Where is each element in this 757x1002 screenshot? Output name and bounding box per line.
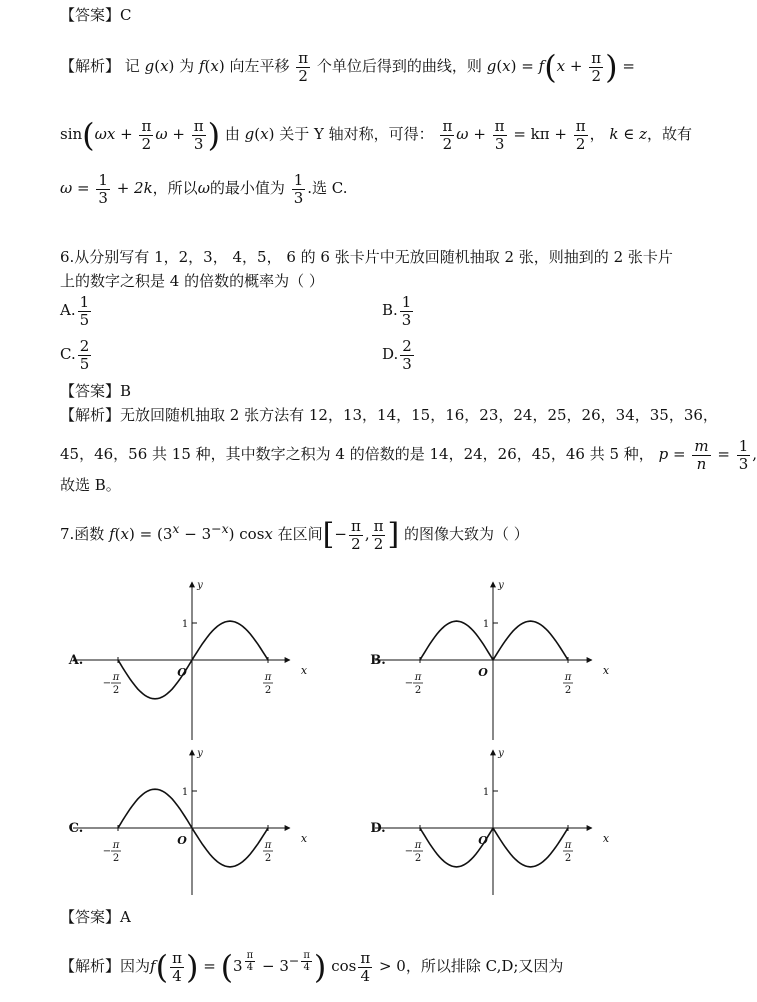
den: 3: [293, 188, 304, 207]
fraction: [440, 118, 454, 152]
den: 4: [360, 966, 371, 985]
fraction: [96, 172, 110, 206]
num: π: [373, 517, 384, 535]
den: 2: [442, 134, 453, 153]
base: 3: [279, 957, 289, 975]
num: 2: [402, 337, 412, 355]
q6-option-c: [60, 338, 93, 372]
q7-question: 7.函数 $f(x) = (3^x - 3^{-x})$ cosx 在区间[− $\frac{\pi}{2}$ , $\frac{\pi}{2}$ ] 的图像大致为（ ）: [60, 517, 529, 553]
analysis-label: 【解析】: [60, 406, 121, 424]
eq: =: [521, 57, 534, 75]
num: 1: [98, 171, 108, 189]
text: ，故有: [647, 125, 693, 143]
den: 2: [351, 534, 361, 553]
x-axis-label: x: [300, 832, 308, 845]
num: π: [591, 49, 602, 67]
neg-half-pi-label: [405, 840, 423, 864]
fraction: [493, 118, 507, 152]
base: 3: [162, 525, 173, 543]
num: π: [246, 950, 254, 961]
plus: +: [569, 57, 583, 75]
tick-pi: π: [564, 840, 572, 851]
option-label: A.: [60, 301, 76, 319]
fraction: [192, 118, 206, 152]
den: 2: [373, 534, 384, 553]
var-x: x: [210, 57, 219, 75]
text: 为: [179, 57, 195, 75]
exp: −x: [211, 521, 229, 536]
num: 1: [79, 293, 90, 311]
q6-analysis-line-2: [60, 438, 757, 472]
num: π: [193, 117, 204, 135]
eq: =: [622, 57, 635, 75]
gt-zero: > 0: [378, 957, 406, 975]
var-x: x: [556, 57, 566, 75]
analysis-line-1: 【解析】 记 g(x) 为 f(x) 向左平移 $\frac{\pi}{2}$ 个单位后得到的曲线，则 g(x) = f(x + $\frac{\pi}{2}$ ) =: [60, 48, 635, 86]
answer-label-1: 【答案】C: [60, 6, 132, 24]
tick-one-label: 1: [482, 619, 490, 630]
den: 2: [298, 66, 308, 85]
den: 3: [98, 188, 108, 207]
neg: −: [334, 525, 347, 543]
graph-a: [68, 580, 308, 740]
text: ，所以: [152, 179, 198, 197]
text: 在区间: [277, 525, 323, 543]
tick-two: 2: [264, 853, 272, 864]
q6-analysis-line-3: 故选 B。: [60, 476, 121, 494]
x-axis-label: x: [602, 832, 610, 845]
q6-line-2: 上的数字之积是 4 的倍数的概率为（ ）: [60, 272, 324, 290]
option-label: D.: [370, 821, 386, 836]
num: 1: [293, 171, 304, 189]
num: m: [694, 437, 709, 455]
minus: −: [261, 957, 275, 975]
num: π: [360, 949, 371, 967]
var-f: f: [109, 525, 115, 543]
var-f: f: [150, 957, 156, 975]
eq: =: [203, 957, 216, 975]
var-f: f: [538, 57, 545, 75]
den: 4: [303, 962, 310, 973]
tick-two: 2: [414, 685, 422, 696]
tick-two: 2: [564, 685, 572, 696]
comma: ,: [364, 525, 370, 543]
neg-half-pi-label: [103, 840, 121, 864]
eq: =: [672, 445, 686, 463]
num: π: [303, 950, 310, 961]
x-axis-label: x: [300, 664, 308, 677]
num: π: [172, 949, 182, 967]
tick-two: 2: [414, 853, 422, 864]
omega: ω: [456, 125, 469, 143]
plus: +: [172, 125, 185, 143]
q7-answer-label: 【答案】A: [60, 908, 131, 926]
var-x: x: [260, 125, 269, 143]
num: π: [298, 49, 309, 67]
fraction: [692, 438, 710, 472]
text: 个单位后得到的曲线，则: [316, 57, 482, 75]
den: 3: [401, 310, 412, 329]
option-label: C.: [60, 345, 76, 363]
cos: cos: [331, 957, 357, 975]
y-axis-label: y: [498, 580, 504, 591]
text: .选 C.: [307, 179, 348, 197]
var-x: x: [502, 57, 511, 75]
tick-neg: −: [102, 846, 112, 857]
origin-label: O: [478, 834, 488, 847]
tick-pi: π: [112, 672, 120, 683]
q6-line-1: 6.从分别写有 1，2，3， 4，5， 6 的 6 张卡片中无放回随机抽取 2 张，则抽到的 2 张卡片: [60, 248, 673, 266]
minus: −: [184, 525, 197, 543]
den: 3: [193, 134, 204, 153]
fraction: [292, 172, 306, 206]
fraction: [574, 118, 588, 152]
num: π: [141, 117, 152, 135]
den: 2: [591, 66, 601, 85]
q6-answer-label: 【答案】B: [60, 382, 132, 400]
omega-x: ωx: [94, 125, 116, 143]
function-curve: [420, 828, 568, 867]
num: 1: [738, 437, 749, 455]
option-label: A.: [68, 653, 84, 668]
tick-neg: −: [404, 678, 414, 689]
origin-label: O: [177, 834, 187, 847]
eq: =: [139, 525, 153, 543]
var-x: x: [120, 525, 129, 543]
den: 4: [246, 962, 254, 973]
q7-analysis-line: 【解析】因为f( $\frac{\pi}{4}$ ) = (3 $^{\frac{\pi}{4}}$ − $3^{- \frac{\pi}{4}}$ ) cos $\frac{\pi}{4}$ > 0，所以排除 C,D;又因为: [60, 948, 564, 986]
text: 向左平移: [229, 57, 290, 75]
k-pi: = kπ +: [513, 125, 567, 143]
var-g: g: [244, 125, 255, 143]
tick-neg: −: [404, 846, 414, 857]
pos-half-pi-label: [563, 840, 573, 864]
text: 因为: [120, 957, 151, 975]
fraction: [139, 118, 153, 152]
num: π: [494, 117, 505, 135]
den: 5: [79, 310, 90, 329]
text: 的最小值为: [209, 179, 285, 197]
y-axis-label: y: [498, 748, 504, 759]
comma: ,: [752, 445, 757, 463]
q6-option-a: [60, 294, 93, 328]
option-label: B.: [370, 653, 386, 668]
function-curve: [420, 621, 568, 660]
den: 2: [141, 134, 152, 153]
pos-half-pi-label: [263, 672, 273, 696]
graph-d: [370, 748, 610, 895]
k-in-z: k ∈ z: [609, 125, 648, 143]
analysis-line-2: sin(ωx + $\frac{\pi}{2}$ ω + $\frac{\pi}{3}$ ) 由 g(x) 关于 Y 轴对称，可得： $\frac{\pi}{2}$ ω + $\frac{\pi}{3}$ = kπ + $\frac{\pi}{2}$ ， k ∈ z，故有: [60, 116, 693, 154]
num: 2: [79, 337, 90, 355]
var-g: g: [144, 57, 155, 75]
fraction: [737, 438, 751, 472]
origin-label: O: [478, 666, 488, 679]
omega: ω: [155, 125, 168, 143]
pos-half-pi-label: [263, 840, 273, 864]
tick-two: 2: [564, 853, 572, 864]
tick-one-label: 1: [181, 619, 189, 630]
y-axis-label: y: [197, 748, 203, 759]
text: 的图像大致为（ ）: [403, 525, 529, 543]
text: 关于 Y 轴对称，可得：: [279, 125, 434, 143]
cos: cos: [239, 525, 265, 543]
var-x: x: [264, 525, 273, 543]
tick-pi: π: [112, 840, 120, 851]
den: 3: [402, 354, 412, 373]
text: 45，46，56 共 15 种，其中数字之积为 4 的倍数的是 14，24，26，45，46 共 5 种，: [60, 445, 654, 463]
base: 3: [233, 957, 243, 975]
text: 由: [224, 125, 240, 143]
plus-2k: + 2k: [116, 179, 153, 197]
var-g: g: [486, 57, 497, 75]
neg-half-pi-label: [103, 672, 121, 696]
pos-half-pi-label: [563, 672, 573, 696]
plus: +: [120, 125, 133, 143]
base: 3: [201, 525, 212, 543]
omega: ω: [197, 179, 210, 197]
text: 7.函数: [60, 525, 105, 543]
fraction: [589, 50, 603, 84]
graph-b: [370, 580, 610, 740]
num: π: [350, 517, 361, 535]
analysis-line-3: [60, 172, 348, 206]
den: 3: [738, 454, 749, 473]
graphs-figure: [0, 570, 709, 910]
var-p: p: [658, 445, 669, 463]
den: 3: [494, 134, 505, 153]
den: n: [696, 454, 707, 473]
eq: =: [717, 445, 730, 463]
text: ，所以排除 C,D;又因为: [405, 957, 564, 975]
analysis-label: 【解析】: [60, 957, 121, 975]
x-axis-label: x: [602, 664, 610, 677]
q6-analysis-line-1: [60, 408, 718, 423]
option-label: C.: [68, 821, 84, 836]
den: 5: [79, 354, 90, 373]
text: 无放回随机抽取 2 张方法有 12，13，14，15，16，23，24，25，26，34，35，36，: [120, 406, 718, 424]
tick-pi: π: [264, 840, 272, 851]
num: π: [442, 117, 453, 135]
text: ，: [589, 125, 605, 143]
exp: x: [172, 521, 180, 536]
plus: +: [473, 125, 486, 143]
origin-label: O: [177, 666, 187, 679]
den: 2: [575, 134, 586, 153]
fraction: [296, 50, 310, 84]
num: 1: [401, 293, 412, 311]
tick-neg: −: [102, 678, 112, 689]
tick-pi: π: [414, 840, 422, 851]
tick-one-label: 1: [181, 787, 189, 798]
var-x: x: [160, 57, 169, 75]
tick-pi: π: [564, 672, 572, 683]
option-label: B.: [382, 301, 398, 319]
sin: sin: [60, 125, 83, 143]
tick-pi: π: [264, 672, 272, 683]
option-label: D.: [382, 345, 399, 363]
den: 4: [172, 966, 182, 985]
neg: −: [288, 953, 300, 968]
tick-two: 2: [264, 685, 272, 696]
y-axis-label: y: [197, 580, 203, 591]
graph-c: [69, 748, 308, 895]
tick-two: 2: [112, 685, 120, 696]
analysis-label: 【解析】: [60, 57, 121, 75]
omega-eq: ω =: [60, 179, 90, 197]
q6-option-b: [382, 294, 415, 328]
num: π: [575, 117, 586, 135]
tick-pi: π: [414, 672, 422, 683]
tick-two: 2: [112, 853, 120, 864]
q6-option-d: [382, 338, 416, 372]
tick-one-label: 1: [482, 787, 490, 798]
var-f: f: [198, 57, 205, 75]
neg-half-pi-label: [405, 672, 423, 696]
text: 记: [124, 57, 140, 75]
